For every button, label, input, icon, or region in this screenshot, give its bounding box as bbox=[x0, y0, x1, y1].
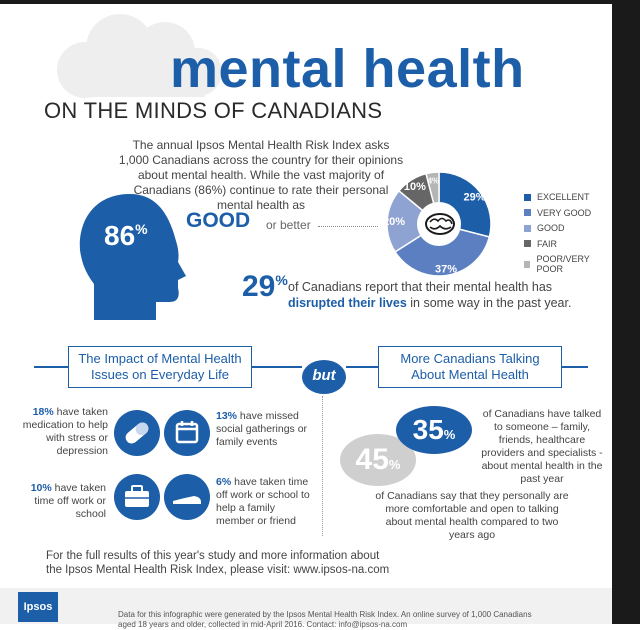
impact-13: 13% have missed social gatherings or family events bbox=[216, 410, 308, 448]
visit-text: For the full results of this year's study and more information about the Ipsos Mental Health Risk Index, please visit: www.ipsos-na.com bbox=[46, 550, 390, 576]
pie-label: 10% bbox=[403, 181, 426, 194]
head-stat-percent: % bbox=[135, 221, 148, 237]
legend-swatch bbox=[524, 209, 531, 216]
legend-swatch bbox=[524, 225, 531, 232]
impact-18: 18% have taken medication to help with stress or depression bbox=[22, 406, 108, 457]
pie-label: 20% bbox=[383, 216, 406, 229]
pie-label: 4% bbox=[427, 176, 440, 186]
bubble-35: 35% bbox=[396, 406, 472, 454]
but-badge: but bbox=[302, 360, 346, 394]
divider bbox=[322, 396, 323, 536]
title-sub: ON THE MINDS OF CANADIANS bbox=[44, 98, 383, 123]
legend-swatch bbox=[524, 194, 531, 201]
legend-item-very-good: VERY GOOD bbox=[524, 208, 612, 218]
pie-label: 29% bbox=[463, 191, 486, 204]
stat-29-text: of Canadians report that their mental health has disrupted their lives in some way in the past year. bbox=[288, 280, 572, 310]
legend-swatch bbox=[524, 261, 530, 268]
impact-6: 6% have taken time off work or school to help a family member or friend bbox=[216, 476, 310, 527]
head-stat bbox=[104, 222, 148, 250]
legend-swatch bbox=[524, 240, 531, 247]
title-main: mental health bbox=[170, 39, 525, 99]
right-section-header: More Canadians Talking About Mental Health bbox=[378, 346, 562, 388]
or-better-label: or better bbox=[266, 218, 311, 232]
left-section-header: The Impact of Mental Health Issues on Everyday Life bbox=[68, 346, 252, 388]
legend-item-excellent: EXCELLENT bbox=[524, 192, 612, 202]
legend-item-good: GOOD bbox=[524, 223, 612, 233]
head-stat-value: 86 bbox=[104, 220, 136, 251]
briefcase-icon bbox=[114, 474, 160, 520]
right-edge bbox=[612, 4, 640, 624]
intro-text: The annual Ipsos Mental Health Risk Index asks 1,000 Canadians across the country for their opinions about mental health. While the vast majority of Canadians (86%) continue to rate their personal mental health as bbox=[118, 138, 404, 212]
impact-10: 10% have taken time off work or school bbox=[30, 482, 106, 520]
head-silhouette bbox=[70, 192, 200, 322]
pie-legend bbox=[524, 192, 612, 280]
pill-icon bbox=[114, 410, 160, 456]
dotted-connector bbox=[318, 226, 378, 227]
legend-item-poor: POOR/VERY POOR bbox=[524, 254, 612, 274]
bubble-45: 45% bbox=[340, 434, 416, 486]
calendar-icon bbox=[164, 410, 210, 456]
brain-icon bbox=[424, 212, 456, 236]
legend-item-fair: FAIR bbox=[524, 239, 612, 249]
stat-29: 29% bbox=[242, 270, 288, 303]
pie-label: 37% bbox=[435, 263, 458, 276]
data-note: Data for this infographic were generated by the Ipsos Mental Health Risk Index. An online survey of 1,000 Canadians aged 18 years and older, collected in mid-April 2016. Contact: info@ipsos-na.com bbox=[118, 610, 532, 629]
talk-45-text: of Canadians say that they personally are more comfortable and open to talking about mental health compared to two years ago bbox=[375, 490, 569, 541]
stat-29-bold: disrupted their lives bbox=[288, 296, 407, 310]
good-label: GOOD bbox=[186, 209, 251, 232]
ipsos-logo: Ipsos bbox=[18, 592, 58, 622]
talk-35-text: of Canadians have talked to someone – family, friends, healthcare providers and specialists - about mental health in the past year bbox=[481, 408, 603, 485]
shoe-icon bbox=[164, 474, 210, 520]
infographic bbox=[0, 4, 612, 629]
